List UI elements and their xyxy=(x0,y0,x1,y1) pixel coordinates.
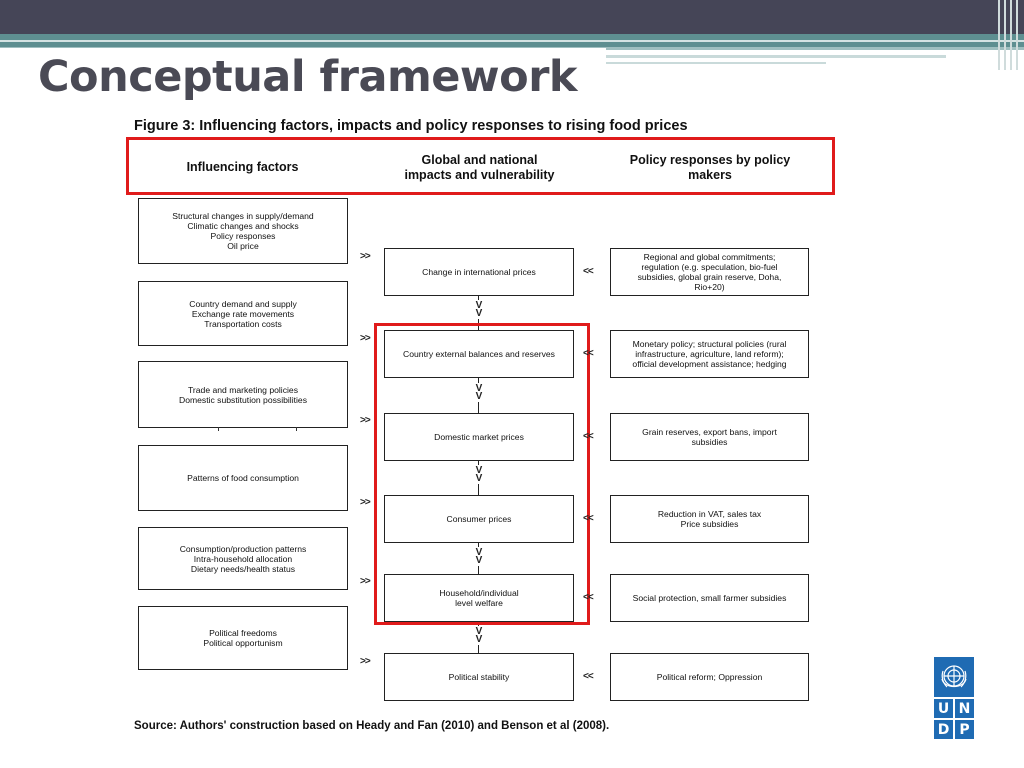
un-emblem-icon xyxy=(934,657,974,697)
factor-box: Country demand and supply Exchange rate movements Transportation costs xyxy=(138,281,348,346)
down-arrow: V V xyxy=(475,300,483,319)
left-arrow: << xyxy=(583,266,593,277)
header-influencing-factors: Influencing factors xyxy=(186,160,299,174)
impacts-highlight-box xyxy=(374,323,590,625)
policy-box: Grain reserves, export bans, import subsidies xyxy=(610,413,809,461)
down-arrow: V V xyxy=(475,465,483,484)
policy-box: Regional and global commitments; regulation (e.g. speculation, bio-fuel subsidies, global grain reserve, Doha, Rio+20) xyxy=(610,248,809,296)
left-arrow: << xyxy=(583,348,593,359)
down-arrow: V V xyxy=(475,547,483,566)
impact-box: Domestic market prices xyxy=(384,413,574,461)
impact-box: Country external balances and reserves xyxy=(384,330,574,378)
figure-source: Source: Authors' construction based on Heady and Fan (2010) and Benson et al (2008). xyxy=(134,720,610,732)
tick-mark xyxy=(296,427,297,431)
impact-box: Change in international prices xyxy=(384,248,574,296)
slide-title: Conceptual framework xyxy=(38,52,578,102)
header-impacts: Global and national impacts and vulnerability xyxy=(404,153,555,182)
policy-box: Political reform; Oppression xyxy=(610,653,809,701)
undp-letter-d: D xyxy=(934,720,953,739)
factor-box: Trade and marketing policies Domestic substitution possibilities xyxy=(138,361,348,428)
policy-box: Reduction in VAT, sales tax Price subsidies xyxy=(610,495,809,543)
impact-box: Consumer prices xyxy=(384,495,574,543)
undp-letter-p: P xyxy=(955,720,974,739)
impact-box: Political stability xyxy=(384,653,574,701)
down-arrow: V V xyxy=(475,383,483,402)
figure-title: Figure 3: Influencing factors, impacts and policy responses to rising food prices xyxy=(134,118,688,134)
policy-box: Social protection, small farmer subsidies xyxy=(610,574,809,622)
un-emblem-graphic xyxy=(934,657,974,697)
factor-box: Political freedoms Political opportunism xyxy=(138,606,348,670)
right-arrow: >> xyxy=(360,251,370,262)
left-arrow: << xyxy=(583,671,593,682)
undp-letter-u: U xyxy=(934,699,953,718)
down-arrow: V V xyxy=(475,626,483,645)
undp-letter-n: N xyxy=(955,699,974,718)
right-arrow: >> xyxy=(360,333,370,344)
undp-logo xyxy=(934,657,974,739)
header-policy-responses: Policy responses by policy makers xyxy=(629,153,791,182)
right-arrow: >> xyxy=(360,497,370,508)
left-arrow: << xyxy=(583,431,593,442)
factor-box: Consumption/production patterns Intra-household allocation Dietary needs/health status xyxy=(138,527,348,590)
left-arrow: << xyxy=(583,592,593,603)
left-arrow: << xyxy=(583,513,593,524)
factor-box: Patterns of food consumption xyxy=(138,445,348,511)
impact-box: Household/individual level welfare xyxy=(384,574,574,622)
right-arrow: >> xyxy=(360,415,370,426)
right-arrow: >> xyxy=(360,656,370,667)
factor-box: Structural changes in supply/demand Climatic changes and shocks Policy responses Oil price xyxy=(138,198,348,264)
policy-box: Monetary policy; structural policies (rural infrastructure, agriculture, land reform); official development assistance; hedging xyxy=(610,330,809,378)
right-arrow: >> xyxy=(360,576,370,587)
tick-mark xyxy=(218,427,219,431)
